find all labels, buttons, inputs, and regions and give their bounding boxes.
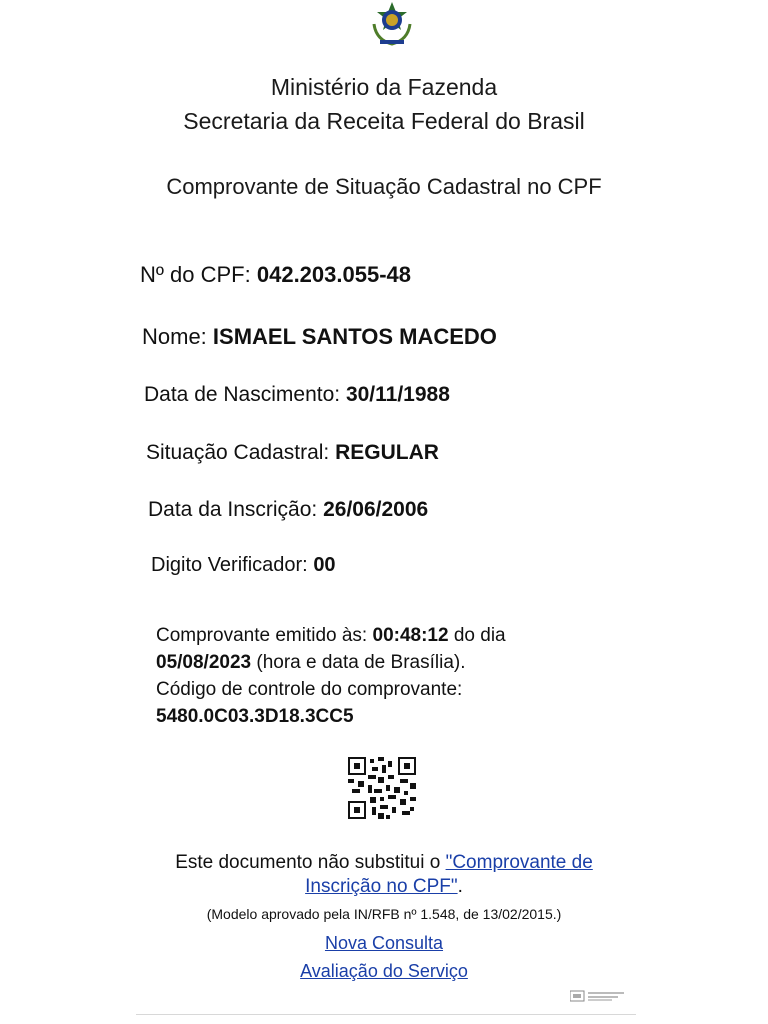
nascimento-value: 30/11/1988: [345, 383, 450, 406]
digito-row: [151, 554, 336, 577]
emission-date: 05/08/2023: [156, 652, 252, 673]
situacao-value: REGULAR: [335, 441, 439, 464]
inscricao-label: Data da Inscrição:: [148, 498, 318, 521]
control-code-text: 5480.0C03.3D18.3CC5: [156, 706, 354, 727]
inscricao-row: [148, 498, 428, 522]
nova-consulta-link[interactable]: Nova Consulta: [324, 933, 444, 953]
emission-block: [156, 622, 506, 730]
control-code-value: [156, 703, 506, 730]
cpf-row: [140, 262, 411, 288]
bottom-divider: [136, 1014, 636, 1015]
notice-text-line2: [0, 876, 768, 898]
emission-line-1: [156, 622, 506, 649]
notice-period: .: [457, 876, 463, 897]
situacao-row: [146, 441, 439, 465]
digito-value: 00: [313, 554, 336, 576]
brazil-coat-of-arms-icon: [366, 0, 418, 48]
avaliacao-servico-link[interactable]: Avaliação do Serviço: [300, 961, 468, 981]
notice-prefix: Este documento não substitui o: [175, 852, 441, 873]
avaliacao-row: [0, 961, 768, 982]
emission-suffix: (hora e data de Brasília).: [256, 652, 466, 673]
nova-consulta-row: [0, 933, 768, 954]
cpf-label: Nº do CPF:: [140, 262, 251, 287]
qr-code-icon: [348, 757, 416, 819]
emission-prefix: Comprovante emitido às:: [156, 625, 368, 646]
model-approval-note: (Modelo aprovado pela IN/RFB nº 1.548, de 13/02/2015.): [206, 906, 562, 922]
print-logo-icon: [570, 990, 628, 1002]
emission-mid: do dia: [453, 625, 506, 646]
nome-value: ISMAEL SANTOS MACEDO: [212, 324, 497, 349]
emission-time: 00:48:12: [372, 625, 449, 646]
cpf-value: 042.203.055-48: [256, 262, 411, 287]
secretariat-title: Secretaria da Receita Federal do Brasil: [183, 108, 585, 134]
document-title: Comprovante de Situação Cadastral no CPF: [166, 174, 602, 199]
nascimento-label: Data de Nascimento:: [144, 383, 341, 406]
control-code-label: Código de controle do comprovante:: [156, 679, 463, 700]
nome-label: Nome:: [142, 324, 207, 349]
emission-line-2: [156, 649, 506, 676]
ministry-title: Ministério da Fazenda: [270, 74, 498, 100]
notice-text: [0, 852, 768, 874]
inscricao-value: 26/06/2006: [323, 498, 429, 521]
comprovante-inscricao-link[interactable]: "Comprovante de: [445, 852, 593, 873]
digito-label: Digito Verificador:: [151, 554, 308, 576]
nascimento-row: [144, 383, 450, 407]
situacao-label: Situação Cadastral:: [146, 441, 330, 464]
comprovante-inscricao-link-2[interactable]: Inscrição no CPF": [305, 876, 458, 897]
nome-row: [142, 324, 497, 350]
